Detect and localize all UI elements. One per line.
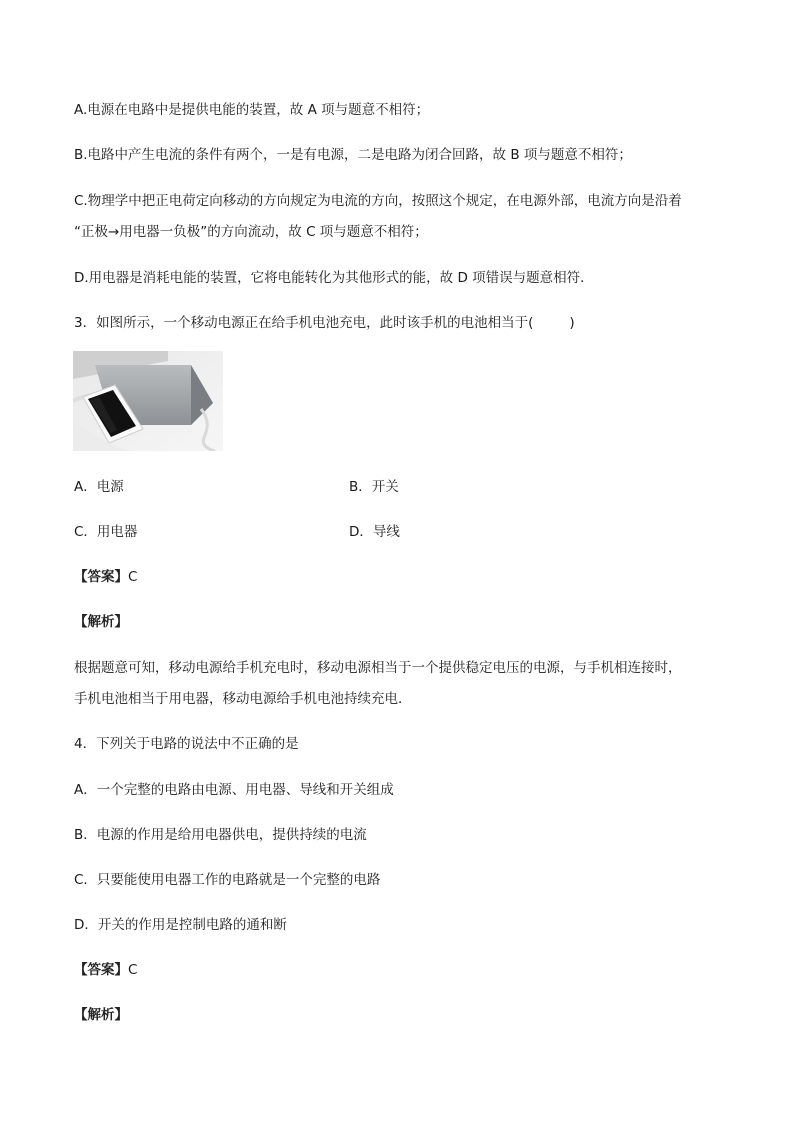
question-3-analysis-line1: 根据题意可知，移动电源给手机充电时，移动电源相当于一个提供稳定电压的电源，与手机相连接时，	[74, 660, 682, 676]
question-3-option-a: A．电源	[74, 479, 124, 495]
power-bank-charging-phone-image	[73, 351, 223, 451]
question-4-option-a: A．一个完整的电路由电源、用电器、导线和开关组成	[74, 782, 394, 798]
answer-label: 【答案】	[74, 962, 128, 978]
paragraph-b: B.电路中产生电流的条件有两个，一是有电源，二是电路为闭合回路，故 B 项与题意不相符；	[74, 147, 632, 163]
analysis-label: 【解析】	[74, 1007, 128, 1023]
question-3-answer	[74, 568, 137, 586]
question-4-stem: 4．下列关于电路的说法中不正确的是	[74, 736, 299, 752]
answer-value: C	[128, 962, 138, 978]
question-4-option-d: D．开关的作用是控制电路的通和断	[74, 917, 287, 933]
answer-value: C	[128, 569, 138, 585]
question-4-answer	[74, 961, 137, 979]
paragraph-c-line1: C.物理学中把正电荷定向移动的方向规定为电流的方向，按照这个规定，在电源外部，电流方向是沿着	[74, 193, 682, 209]
paragraph-a: A.电源在电路中是提供电能的装置，故 A 项与题意不相符；	[74, 102, 430, 118]
question-3-analysis-label	[74, 613, 128, 631]
question-3-option-b: B．开关	[349, 479, 399, 495]
question-3-stem-close: )	[569, 315, 575, 331]
question-3-stem-text: 3．如图所示，一个移动电源正在给手机电池充电，此时该手机的电池相当于(	[74, 315, 534, 331]
question-4-option-c: C．只要能使用电器工作的电路就是一个完整的电路	[74, 872, 381, 888]
paragraph-d: D.用电器是消耗电能的装置，它将电能转化为其他形式的能，故 D 项错误与题意相符．	[74, 270, 594, 286]
question-3-analysis-line2: 手机电池相当于用电器，移动电源给手机电池持续充电．	[74, 691, 412, 707]
paragraph-c-line2: “正极→用电器一负极”的方向流动，故 C 项与题意不相符；	[74, 224, 428, 240]
question-4-analysis-label	[74, 1006, 128, 1024]
answer-label: 【答案】	[74, 569, 128, 585]
question-3-stem	[74, 314, 575, 332]
question-3-option-c: C．用电器	[74, 524, 138, 540]
question-4-option-b: B．电源的作用是给用电器供电，提供持续的电流	[74, 827, 367, 843]
analysis-label: 【解析】	[74, 614, 128, 630]
question-3-option-d: D．导线	[349, 524, 400, 540]
